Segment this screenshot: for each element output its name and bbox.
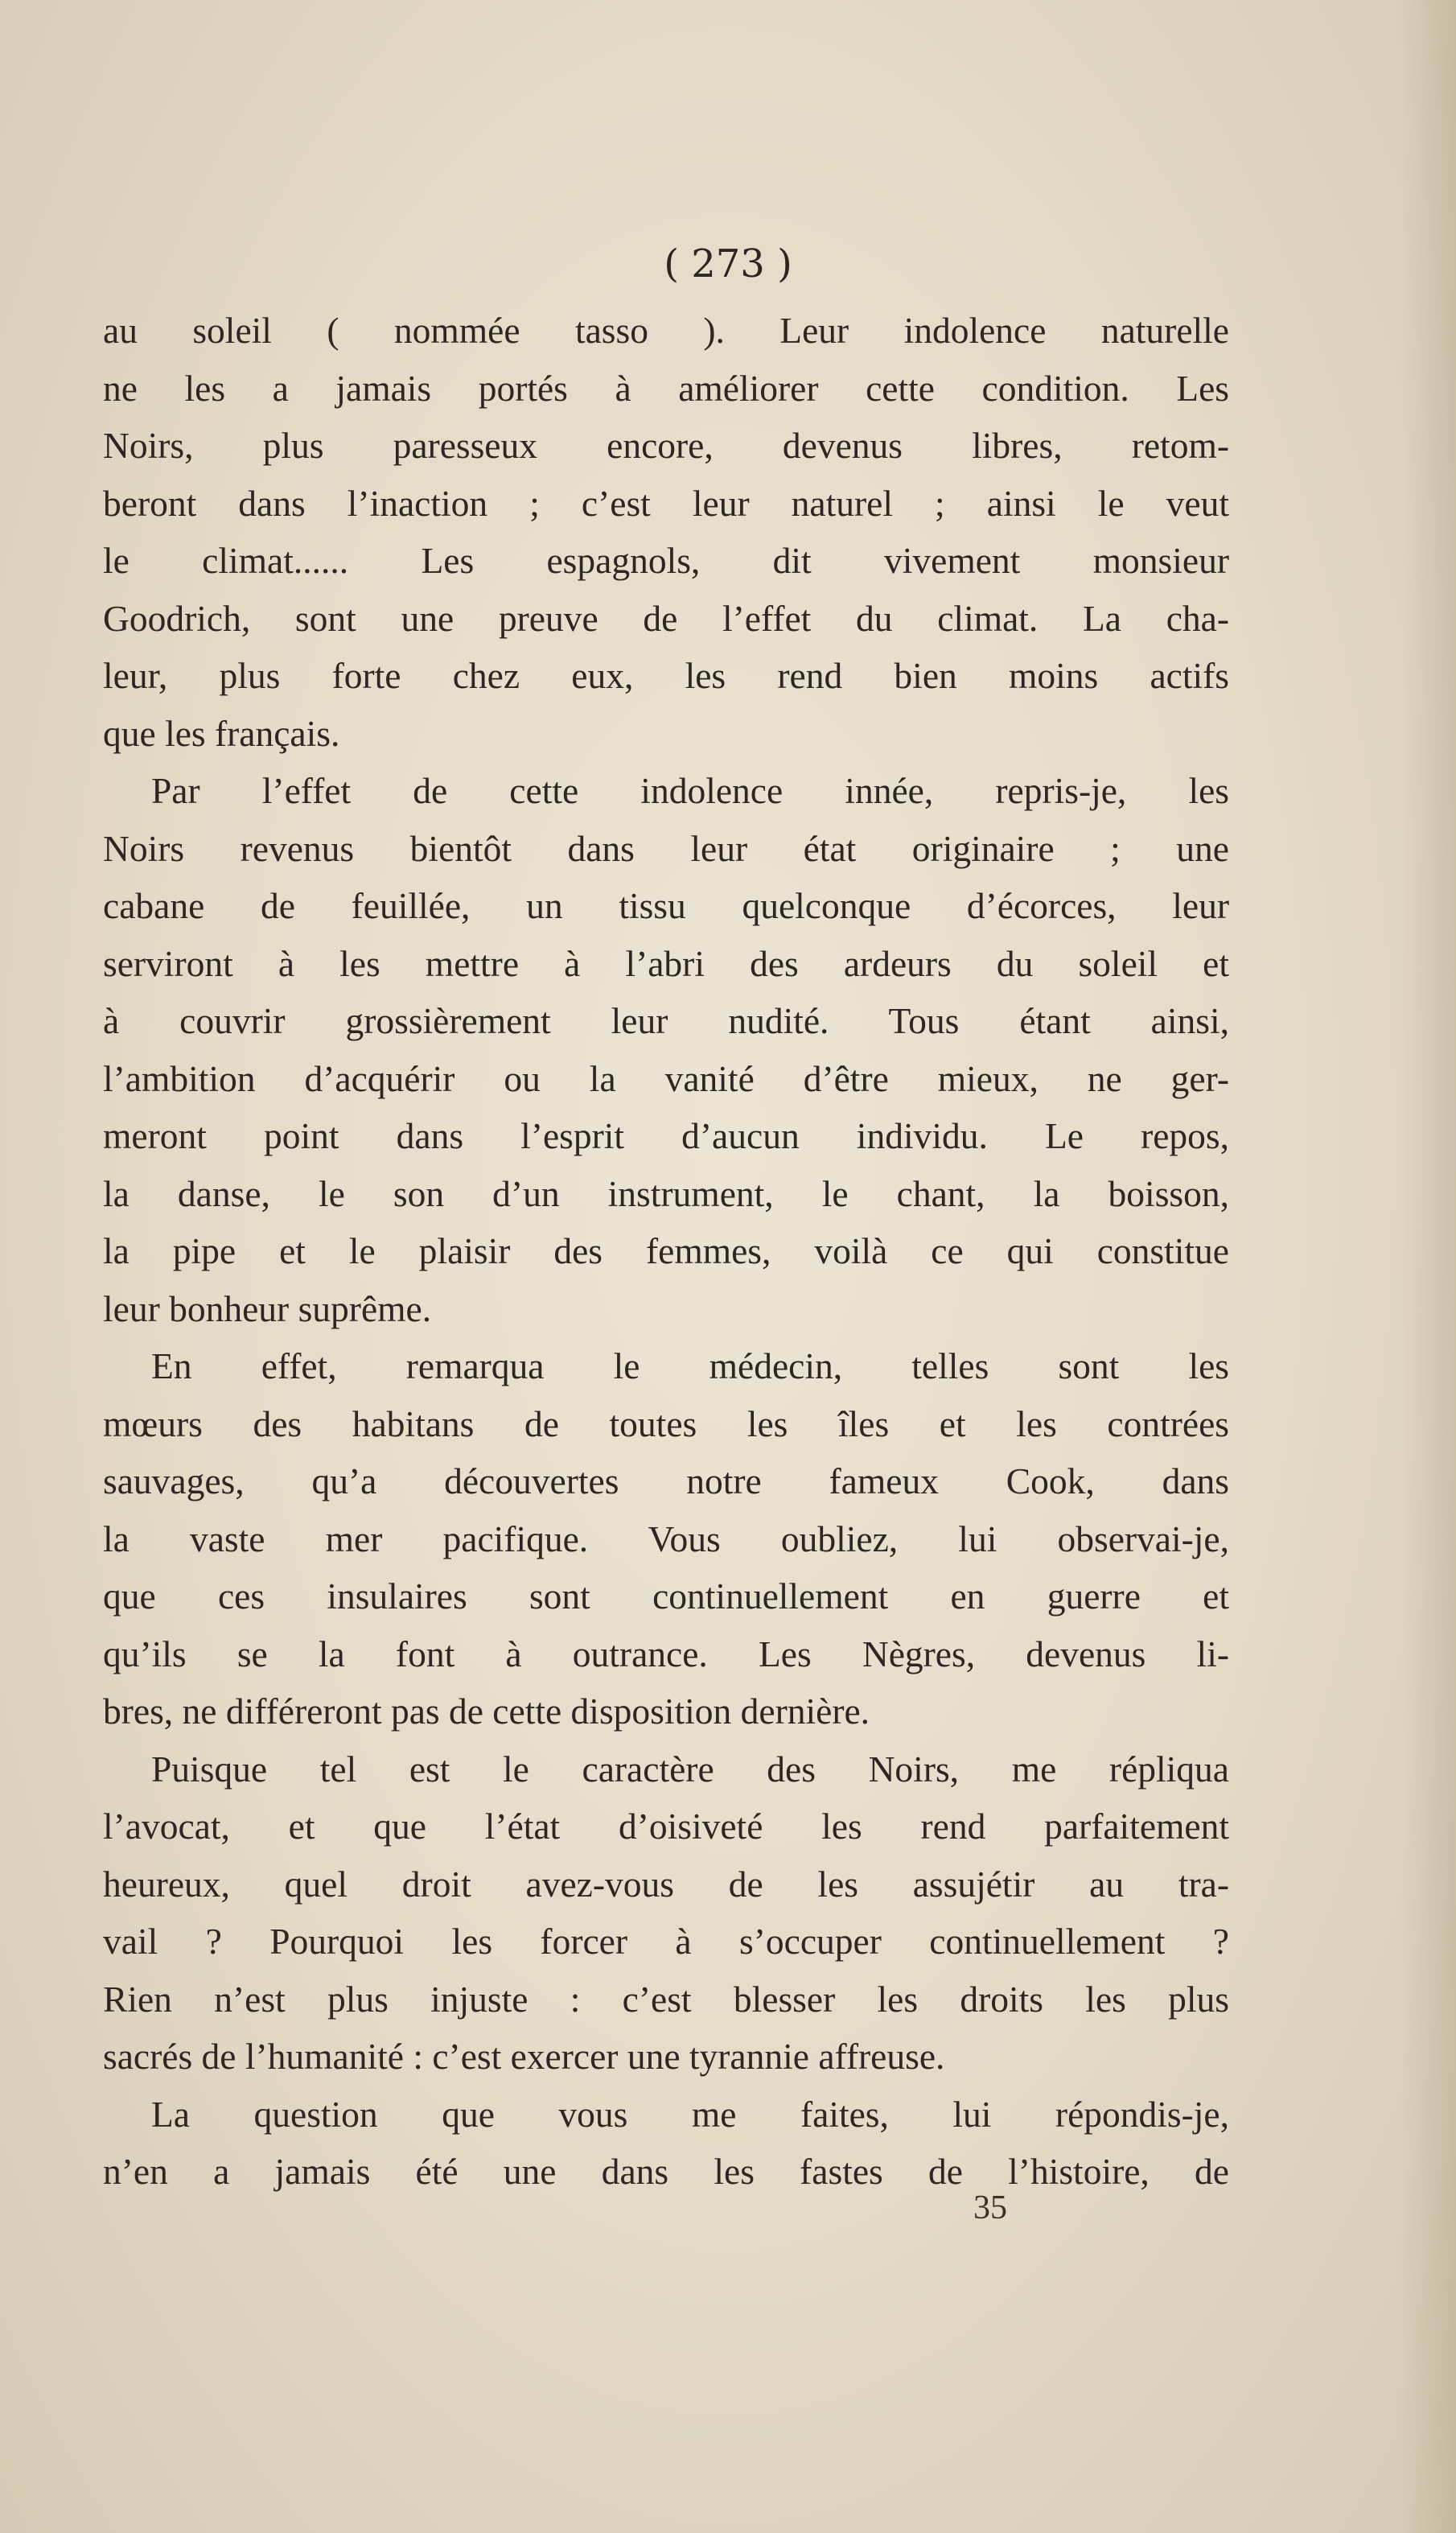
text-line: le climat...... Les espagnols, dit vivement monsieur [103, 540, 1229, 581]
text-line: leur, plus forte chez eux, les rend bien moins actifs [103, 655, 1229, 696]
text-line: sauvages, qu’a découvertes notre fameux Cook, dans [103, 1460, 1229, 1501]
text-line: cabane de feuillée, un tissu quelconque d’écorces, leur [103, 885, 1229, 926]
text-line: beront dans l’inaction ; c’est leur naturel ; ainsi le veut [103, 482, 1229, 524]
body-text [103, 302, 1229, 2201]
text-line: la danse, le son d’un instrument, le chant, la boisson, [103, 1172, 1229, 1214]
text-line: Noirs revenus bientôt dans leur état originaire ; une [103, 827, 1229, 869]
text-line: bres, ne différeront pas de cette disposition dernière. [103, 1691, 870, 1732]
text-line: que les français. [103, 712, 340, 754]
text-line: que ces insulaires sont continuellement en guerre et [103, 1575, 1229, 1617]
signature-mark: 35 [973, 2189, 1007, 2226]
text-line: l’avocat, et que l’état d’oisiveté les rend parfaitement [103, 1806, 1229, 1847]
text-line: la pipe et le plaisir des femmes, voilà ce qui constitue [103, 1230, 1229, 1271]
text-line: qu’ils se la font à outrance. Les Nègres, devenus li- [103, 1633, 1229, 1674]
text-line: au soleil ( nommée tasso ). Leur indolence naturelle [103, 310, 1229, 351]
text-line: heureux, quel droit avez-vous de les assujétir au tra- [103, 1863, 1229, 1905]
text-line: Goodrich, sont une preuve de l’effet du climat. La cha- [103, 597, 1229, 639]
page-edge-shadow [1400, 0, 1456, 2533]
text-line: meront point dans l’esprit d’aucun individu. Le repos, [103, 1115, 1229, 1156]
paragraph-start-line: En effet, remarqua le médecin, telles sont les [151, 1345, 1229, 1386]
text-line: n’en a jamais été une dans les fastes de l’histoire, de [103, 2151, 1229, 2192]
text-line: l’ambition d’acquérir ou la vanité d’être mieux, ne ger- [103, 1057, 1229, 1099]
page-number: ( 273 ) [664, 241, 792, 286]
text-line: ne les a jamais portés à améliorer cette condition. Les [103, 367, 1229, 409]
text-line: Noirs, plus paresseux encore, devenus libres, retom- [103, 425, 1229, 466]
paragraph-start-line: Puisque tel est le caractère des Noirs, me répliqua [151, 1748, 1229, 1790]
text-line: leur bonheur suprême. [103, 1287, 432, 1329]
text-line: la vaste mer pacifique. Vous oubliez, lui observai-je, [103, 1518, 1229, 1559]
text-line: vail ? Pourquoi les forcer à s’occuper continuellement ? [103, 1921, 1229, 1962]
text-line: serviront à les mettre à l’abri des ardeurs du soleil et [103, 942, 1229, 984]
paragraph-start-line: La question que vous me faites, lui répondis-je, [151, 2093, 1229, 2135]
text-line: à couvrir grossièrement leur nudité. Tous étant ainsi, [103, 1000, 1229, 1041]
text-line: Rien n’est plus injuste : c’est blesser les droits les plus [103, 1978, 1229, 2020]
text-line: sacrés de l’humanité : c’est exercer une tyrannie affreuse. [103, 2036, 945, 2077]
paragraph-start-line: Par l’effet de cette indolence innée, repris-je, les [151, 770, 1229, 811]
text-line: mœurs des habitans de toutes les îles et les contrées [103, 1402, 1229, 1444]
